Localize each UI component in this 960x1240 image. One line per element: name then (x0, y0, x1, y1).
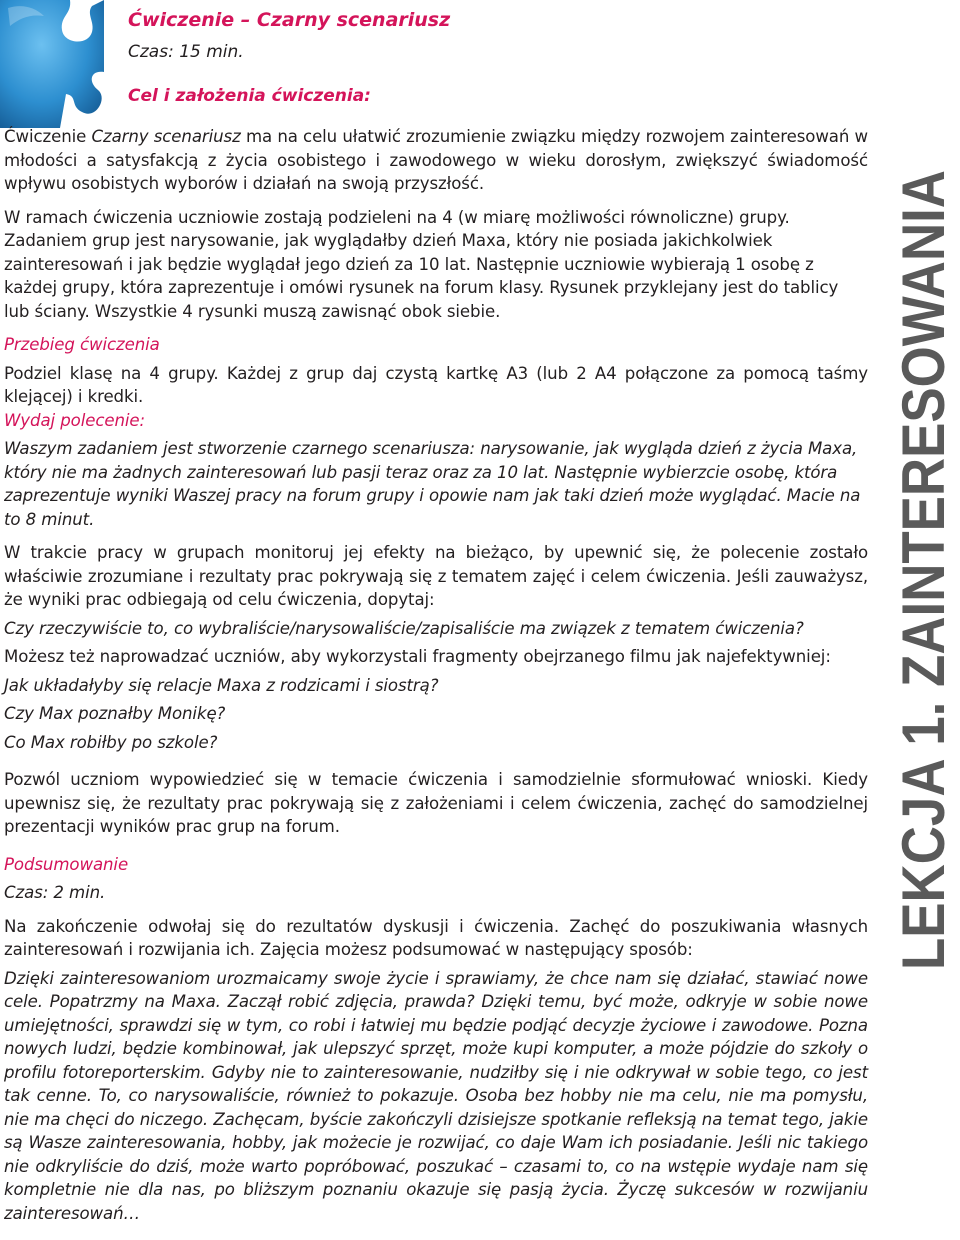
summary-text: Na zakończenie odwołaj się do rezultatów dyskusji i ćwiczenia. Zachęć do poszukiwania własnych zainteresowań i rozwijania ich. Zajęcia możesz podsumować w następujący sposób: (4, 916, 868, 959)
exercise-title (128, 6, 828, 34)
summary-quote: Dzięki zainteresowaniom urozmaicamy swoje życie i sprawiamy, że chce nam się działać, stawiać nowe cele. Popatrzmy na Maxa. Zaczął robić zdjęcia, prawda? Dzięki temu, być może, odkryje w sobie nowe umiejętności, sprawdzi się w tym, co robi i łatwiej mu będzie podjąć decyzje życiowe i zawodowe. Pozna nowych ludzi, będzie kombinował, jak ulepszyć sprzęt, może kupi komputer, a może pójdzie do szkoły o profilu fotoreporterskim. Gdyby nie to zainteresowanie, nudziłby się i nie odkrywał w sobie tego, co jest tak cenne. To, co narysowaliście, również to pokazuje. Osoba bez hobby nie ma celu, nie ma pomysłu, nie ma chęci do niczego. Zachęcam, byście zakończyli dzisiejsze spotkanie refleksją na temat tego, jakie są Wasze zainteresowania, hobby, jak możecie je rozwijać, co daje Wam ich posiadanie. Jeśli nic takiego nie odkryliście do dziś, może warto popróbować, poszukać – czasami to, co na wstępie wydaje nam się kompletnie nie dla nas, po bliższym poznaniu okazuje się pasją życia. Życzę sukcesów w rozwijaniu zainteresowań… (4, 968, 868, 1223)
procedure-heading: Przebieg ćwiczenia (4, 335, 160, 354)
exercise-body (4, 125, 868, 1225)
instruction-text: Waszym zadaniem jest stworzenie czarnego scenariusza: narysowanie, jak wygląda dzień z życia Maxa, który nie ma żadnych zainteresowań lub pasji teraz oraz za 10 lat. Następnie wybierzcie osobę, która zaprezentuje wyniki Waszej pracy na forum grupy i opowie nam jak taki dzień może wyglądać. Macie na to 8 minut. (4, 439, 861, 529)
intro-rest: ma na celu ułatwić zrozumienie związku między rozwojem zainteresowań w młodości a satysfakcją z życia osobistego i zawodowego w wieku dorosłym, zwiększyć świadomość wpływu osobistych wyborów i działań na swoją przyszłość. (4, 127, 868, 193)
title-prefix: Ćwiczenie – (128, 9, 257, 31)
film-question-2: Czy Max poznałby Monikę? (4, 704, 226, 723)
conclusions-paragraph: Pozwól uczniom wypowiedzieć się w temacie ćwiczenia i samodzielnie sformułować wnioski. Kiedy upewnisz się, że rezultaty prac pokrywają się z założeniami i celem ćwiczenia, zachęć do samodzielnej prezentacji wyników prac grup na forum. (4, 770, 868, 836)
puzzle-piece-icon (0, 0, 124, 128)
exercise-header (128, 6, 828, 110)
title-name: Czarny scenariusz (256, 9, 451, 31)
summary-time: Czas: 2 min. (4, 883, 106, 902)
film-question-1: Jak układałyby się relacje Maxa z rodzicami i siostrą? (4, 675, 439, 695)
summary-heading: Podsumowanie (4, 854, 129, 874)
monitor-paragraph: W trakcie pracy w grupach monitoruj jej efekty na bieżąco, by upewnić się, że polecenie zostało właściwie zrozumiane i rezultaty prac pokrywają się z tematem zajęć i celem ćwiczenia. Jeśli zauważysz, że wyniki prac odbiegają od celu ćwiczenia, dopytaj: (4, 543, 868, 609)
setup-paragraph: W ramach ćwiczenia uczniowie zostają podzieleni na 4 (w miarę możliwości równoliczne) grupy. Zadaniem grup jest narysowanie, jak wyglądałby dzień Maxa, który nie posiada jakichkolwiek zainteresowań i jak będzie wyglądał jego dzień za 10 lat. Następnie uczniowie wybierają 1 osobę z każdej grupy, która zaprezentuje i omówi rysunek na forum klasy. Rysunek przyklejany jest do tablicy lub ściany. Wszystkie 4 rysunki muszą zawisnąć obok siebie. (4, 207, 839, 321)
lesson-side-label (876, 110, 956, 990)
lesson-side-text: LEKCJA 1. ZAINTERESOWANIA (890, 110, 956, 970)
film-prompt: Możesz też naprowadzać uczniów, aby wykorzystali fragmenty obejrzanego filmu jak najefektywniej: (4, 647, 831, 666)
intro-lead: Ćwiczenie (4, 127, 92, 146)
intro-paragraph (4, 125, 868, 196)
procedure-step1: Podziel klasę na 4 grupy. Każdej z grup daj czystą kartkę A3 (lub 2 A4 połączone za pomocą taśmy klejącej) i kredki. (4, 363, 868, 406)
exercise-time: Czas: 15 min. (128, 42, 244, 62)
intro-exercise-name: Czarny scenariusz (91, 127, 241, 146)
main-question: Czy rzeczywiście to, co wybraliście/narysowaliście/zapisaliście ma związek z tematem ćwiczenia? (4, 618, 804, 638)
film-question-3: Co Max robiłby po szkole? (4, 732, 218, 752)
instruction-heading: Wydaj polecenie: (4, 410, 145, 430)
goal-heading: Cel i założenia ćwiczenia: (128, 86, 371, 106)
